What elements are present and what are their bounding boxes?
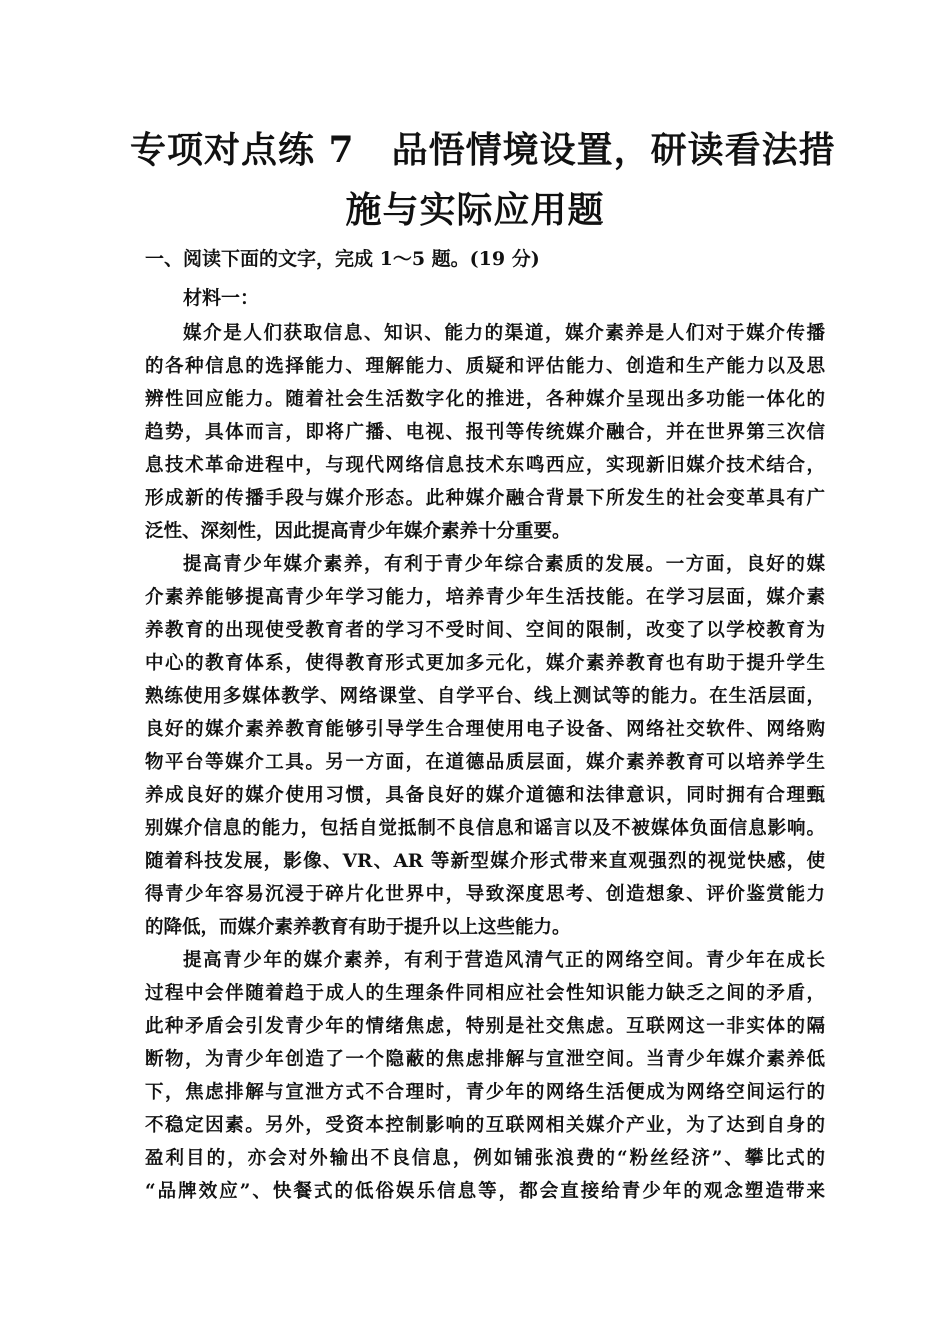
text-line: 不稳定因素。另外，受资本控制影响的互联网相关媒介产业，为了达到自身的: [145, 1115, 825, 1136]
text-line: 提高青少年媒介素养，有利于青少年综合素质的发展。一方面，良好的媒: [183, 554, 825, 575]
page-title-line-2: 施与实际应用题: [345, 189, 605, 231]
article-body: [145, 317, 825, 1208]
text-line: 中心的教育体系，使得教育形式更加多元化，媒介素养教育也有助于提升学生: [145, 653, 825, 674]
text-line: 趋势，具体而言，即将广播、电视、报刊等传统媒介融合，并在世界第三次信: [145, 422, 825, 443]
text-line: 断物，为青少年创造了一个隐蔽的焦虑排解与宣泄空间。当青少年媒介素养低: [145, 1049, 825, 1070]
text-line: 得青少年容易沉浸于碎片化世界中，导致深度思考、创造想象、评价鉴赏能力: [145, 884, 825, 905]
text-line: 随着科技发展，影像、VR、AR 等新型媒介形式带来直观强烈的视觉快感，使: [145, 851, 825, 872]
text-line: 的降低，而媒介素养教育有助于提升以上这些能力。: [145, 917, 571, 938]
text-line: 过程中会伴随着趋于成人的生理条件同相应社会性知识能力缺乏之间的矛盾，: [145, 983, 825, 1004]
text-line: 下，焦虑排解与宣泄方式不合理时，青少年的网络生活便成为网络空间运行的: [145, 1082, 825, 1103]
text-line: “品牌效应”、快餐式的低俗娱乐信息等，都会直接给青少年的观念塑造带来: [145, 1181, 825, 1202]
text-line: 形成新的传播手段与媒介形态。此种媒介融合背景下所发生的社会变革具有广: [145, 488, 825, 509]
text-line: 盈利目的，亦会对外输出不良信息，例如铺张浪费的“粉丝经济”、攀比式的: [145, 1148, 825, 1169]
text-line: 养成良好的媒介使用习惯，具备良好的媒介道德和法律意识，同时拥有合理甄: [145, 785, 825, 806]
text-line: 良好的媒介素养教育能够引导学生合理使用电子设备、网络社交软件、网络购: [145, 719, 825, 740]
text-line: 物平台等媒介工具。另一方面，在道德品质层面，媒介素养教育可以培养学生: [145, 752, 825, 773]
text-line: 的各种信息的选择能力、理解能力、质疑和评估能力、创造和生产能力以及思: [145, 356, 825, 377]
text-line: 熟练使用多媒体教学、网络课堂、自学平台、线上测试等的能力。在生活层面，: [145, 686, 825, 707]
material-label: 材料一：: [183, 287, 260, 309]
text-line: 辨性回应能力。随着社会生活数字化的推进，各种媒介呈现出多功能一体化的: [145, 389, 825, 410]
section-heading: 一、阅读下面的文字，完成 1～5 题。(19 分): [145, 248, 540, 270]
text-line: 媒介是人们获取信息、知识、能力的渠道，媒介素养是人们对于媒介传播: [183, 323, 825, 344]
text-line: 别媒介信息的能力，包括自觉抵制不良信息和谣言以及不被媒体负面信息影响。: [145, 818, 825, 839]
text-line: 提高青少年的媒介素养，有利于营造风清气正的网络空间。青少年在成长: [183, 950, 825, 971]
text-line: 息技术革命进程中，与现代网络信息技术东鸣西应，实现新旧媒介技术结合，: [145, 455, 825, 476]
text-line: 此种矛盾会引发青少年的情绪焦虑，特别是社交焦虑。互联网这一非实体的隔: [145, 1016, 825, 1037]
page-title-line-1: 专项对点练 7 品悟情境设置，研读看法措: [130, 129, 836, 171]
text-line: 泛性、深刻性，因此提高青少年媒介素养十分重要。: [145, 521, 571, 542]
text-line: 介素养能够提高青少年学习能力，培养青少年生活技能。在学习层面，媒介素: [145, 587, 825, 608]
text-line: 养教育的出现使受教育者的学习不受时间、空间的限制，改变了以学校教育为: [145, 620, 825, 641]
